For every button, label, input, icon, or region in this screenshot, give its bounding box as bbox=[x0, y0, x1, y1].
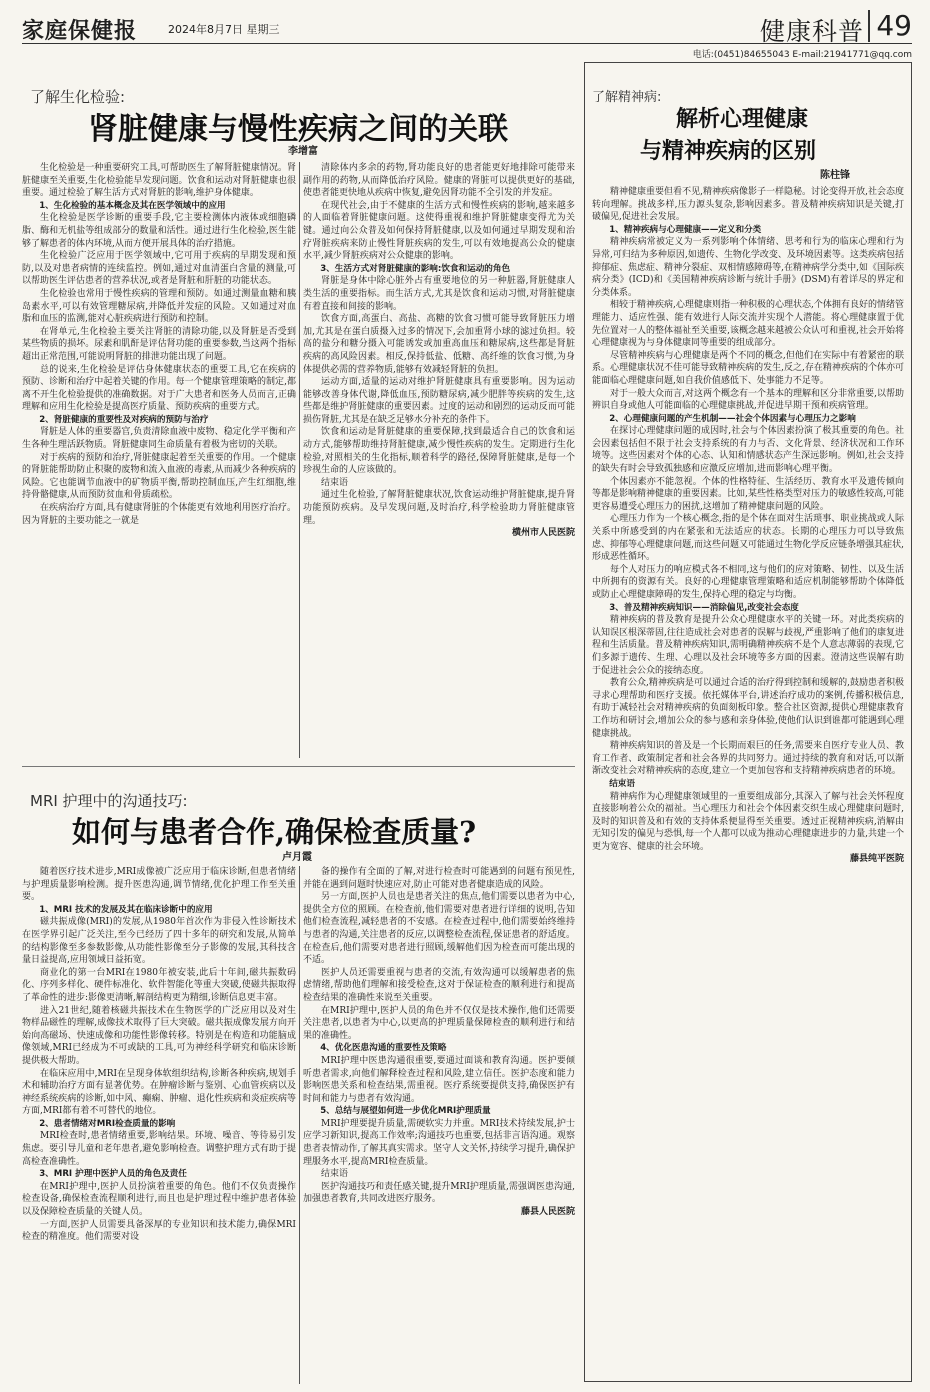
section-heading: 4、优化医患沟通的重要性及策略 bbox=[320, 1043, 447, 1054]
paragraph: 在MRI护理中,医护人员的角色并不仅仅是技术操作,他们还需要关注患者,以患者为中心,以更高的护理质量保障检查的顺利进行和结果的准确性。 bbox=[303, 1005, 575, 1041]
hospital-credit: 藤县人民医院 bbox=[520, 1207, 575, 1218]
section-heading: 1、MRI 技术的发展及其在临床诊断中的应用 bbox=[39, 904, 213, 915]
paragraph: MRI护理要提升质量,需硬软实力并重。MRI技术持续发展,护士应学习新知识,提高工作效率;沟通技巧也重要,包括非言语沟通。观察患者表情动作,了解其真实需求。坚守人文关怀,持续学习提升,确保护理服务水平,提高MRI检查质量。 bbox=[303, 1118, 575, 1167]
article1-author: 李增富 bbox=[288, 146, 318, 157]
paragraph: 个体因素亦不能忽视。个体的性格特征、生活经历、教育水平及遗传倾向等都是影响精神健康的重要因素。比如,某些性格类型对压力的敏感性较高,可能更容易遭受心理压力的困扰,这增加了精神健康问题的风险。 bbox=[592, 476, 904, 512]
article1-title: 肾脏健康与慢性疾病之间的关联 bbox=[88, 112, 508, 147]
contact-info: 电话:(0451)84655043 E-mail:21941771@qq.com bbox=[692, 50, 912, 60]
paragraph: 精神健康重要但看不见,精神疾病像影子一样隐秘。讨论变得开放,社会态度转向理解。挑战多样,压力源头复杂,影响因素多。普及精神疾病知识是关键,打破偏见,促进社会发展。 bbox=[592, 187, 904, 223]
section-heading: 1、精神疾病与心理健康——定义和分类 bbox=[609, 224, 762, 235]
section-name: 健康科普 bbox=[759, 17, 864, 46]
article-separator bbox=[22, 766, 575, 767]
paragraph: 在临床应用中,MRI在呈现身体软组织结构,诊断各种疾病,规划手术和辅助治疗方面有显著优势。在肿瘤诊断与鉴别、心血管疾病以及神经系统疾病的诊断,如中风、癫痫、肿瘤、退化性疾病和炎症疾病等方面,MRI都有着不可替代的地位。 bbox=[22, 1068, 296, 1117]
paragraph: 磁共振成像(MRI)的发展,从1980年首次作为非侵入性诊断技术在医学界引起广泛关注,至今已经历了四十多年的研究和发展,从简单的结构影像至多参数影像,从功能性影像至分子影像的发展,其科技含量日益提高,应用领域日益拓宽。 bbox=[22, 917, 296, 966]
paragraph: 医护人员还需要重视与患者的交流,有效沟通可以缓解患者的焦虑情绪,帮助他们理解和接受检查,这对于保证检查的顺利进行和提高检查结果的准确性来说至关重要。 bbox=[303, 967, 575, 1003]
paper-name: 家庭保健报 bbox=[22, 18, 138, 44]
article1-column-2 bbox=[303, 162, 575, 758]
section-heading: 2、心理健康问题的产生机制——社会个体因素与心理压力之影响 bbox=[609, 413, 856, 424]
paragraph: 清除体内多余的药物,肾功能良好的患者能更好地排除可能带来副作用的药物,从而降低治疗风险。健康的肾脏可以提供更好的基础,使患者能更快地从疾病中恢复,避免因肾功能不全引发的并发症。 bbox=[303, 163, 575, 199]
paragraph: 精神疾病知识的普及是一个长期而艰巨的任务,需要来自医疗专业人员、教育工作者、政策制定者和社会各界的共同努力。通过持续的教育和对话,可以渐渐改变社会对精神疾病的态度,建立一个更加包容和支持精神疾病患者的环境。 bbox=[592, 741, 904, 777]
paragraph: 每个人对压力的响应模式各不相同,这与他们的应对策略、韧性、以及生活中所拥有的资源有关。良好的心理健康管理策略和适应机制能够帮助个体降低或防止心理健康障碍的发生,保持心理的稳定与均衡。 bbox=[592, 564, 904, 600]
article3-body bbox=[592, 186, 904, 1378]
paragraph: 对于疾病的预防和治疗,肾脏健康起着至关重要的作用。一个健康的肾脏能帮助防止积聚的废物和流入血液的毒素,从而减少各种疾病的风险。它也能调节血液中的矿物质平衡,帮助控制血压,产生红细胞,维持骨骼健康,从而预防贫血和骨质疏松。 bbox=[22, 452, 296, 501]
paragraph: 在探讨心理健康问题的成因时,社会与个体因素扮演了极其重要的角色。社会因素包括但不限于社会支持系统的有力与否、文化背景、经济状况和工作环境等。这些因素对个体的心态、认知和情感状态产生深远影响。例如,社会支持的缺失有时会导致孤独感和应激反应增加,进而影响心理平衡。 bbox=[592, 426, 904, 475]
column-divider bbox=[299, 866, 300, 1384]
article2-column-1 bbox=[22, 866, 296, 1384]
article3-kicker: 了解精神病: bbox=[592, 90, 662, 105]
article3-title-line-1: 解析心理健康 bbox=[676, 106, 809, 132]
article1-kicker: 了解生化检验: bbox=[30, 88, 126, 106]
paragraph: 备的操作有全面的了解,对进行检查时可能遇到的问题有预见性,并能在遇到问题时快速应对,防止可能对患者健康造成的风险。 bbox=[303, 867, 575, 890]
paragraph: 总的说来,生化检验是评估身体健康状态的重要工具,它在疾病的预防、诊断和治疗中起着关键的作用。每一个健康管理策略的制定,都离不开生化检验提供的准确数据。对于广大患者和医务人员而言,正确理解和应用生化检验是提高医疗质量、预防疾病的重要方式。 bbox=[22, 364, 296, 413]
page-number: 49 bbox=[868, 10, 912, 42]
section-heading: 结束语 bbox=[609, 778, 635, 789]
paragraph: 在肾单元,生化检验主要关注肾脏的清除功能,以及肾脏是否受到某些物质的损坏。尿素和肌酐是评估肾功能的重要参数,当这两个指标超出正常范围,可能说明肾脏的排泄功能出现了问题。 bbox=[22, 326, 296, 362]
article2-column-2 bbox=[303, 866, 575, 1384]
masthead bbox=[22, 10, 912, 44]
paragraph: 商业化的第一台MRI在1980年被安装,此后十年间,磁共振数码化、序列多样化、硬件标准化、软件智能化等重大突破,使磁共振取得了革命性的进步:影像更清晰,解剖结构更为精细,诊断信息更丰富。 bbox=[22, 967, 296, 1003]
article3-title-line-2: 与精神疾病的区别 bbox=[640, 138, 817, 164]
paragraph: 进入21世纪,随着核磁共振技术在生物医学的广泛应用以及对生物样品磁性的理解,成像技术取得了巨大突破。磁共振成像发展方向开始向高磁场、快速成像和功能性影像转移。特别是在构造和功能脑成像领域,MRI已经成为不可或缺的工具,可为神经科学研究和临床诊断提供极大帮助。 bbox=[22, 1005, 296, 1066]
paragraph: 通过生化检验,了解肾脏健康状况,饮食运动维护肾脏健康,提升肾功能预防疾病。及早发现问题,及时治疗,科学检验助力肾脏健康管理。 bbox=[303, 490, 575, 526]
paragraph: 相较于精神疾病,心理健康则指一种积极的心理状态,个体拥有良好的情绪管理能力、适应性强、能有效进行人际交流并实现个人潜能。将心理健康置于优先位置对一人的整体福祉至关重要,该概念越来越被公众认可和重视,社会开始将心理健康视为与身体健康同等重要的组成部分。 bbox=[592, 300, 904, 349]
paragraph: 医护沟通技巧和责任感关键,提升MRI护理质量,需强调医患沟通,加强患者教育,共同改进医疗服务。 bbox=[303, 1181, 575, 1205]
section-heading: 3、生活方式对肾脏健康的影响:饮食和运动的角色 bbox=[320, 263, 511, 274]
paragraph: 生化检验也常用于慢性疾病的管理和预防。如通过测量血糖和胰岛素水平,可以有效管理糖尿病,并降低并发症的风险。又如通过对血脂和血压的监测,能对心脏疾病进行预防和控制。 bbox=[22, 288, 296, 325]
hospital-credit: 横州市人民医院 bbox=[511, 528, 575, 539]
paragraph: MRI检查时,患者情绪重要,影响结果。环境、噪音、等待易引发焦虑。要引导儿童和老年患者,避免影响检查。调整护理方式有助于提高检查准确性。 bbox=[22, 1131, 296, 1167]
paragraph: 运动方面,适量的运动对维护肾脏健康具有重要影响。因为运动能够改善身体代谢,降低血压,预防糖尿病,减少肥胖等疾病的发生,这些都是维护肾脏健康的重要因素。过度的运动和剧烈的运动反而可能损伤肾脏,尤其是在缺乏足够水分补充的条件下。 bbox=[303, 377, 575, 425]
paragraph: 肾脏是人体的重要器官,负责清除血液中废物、稳定化学平衡和产生各种生理活跃物质。肾脏健康同生命质量有着极为密切的关联。 bbox=[22, 427, 296, 451]
paragraph: 心理压力作为一个核心概念,指的是个体在面对生活琐事、职业挑战或人际关系中所感受到的内在紧张和无法适应的状态。长期的心理压力可以导致焦虑、抑郁等心理健康问题,而这些问题又可能通过生物化学反应链条增强其症状,形成恶性循环。 bbox=[592, 514, 904, 563]
paragraph: 教育公众,精神疾病是可以通过合适的治疗得到控制和缓解的,鼓励患者积极寻求心理帮助和医疗支援。依托媒体平台,讲述治疗成功的案例,传播积极信息,有助于减轻社会对精神疾病的负面刻板印象。整合社区资源,提供心理健康教育工作坊和研讨会,增加公众的参与感和亲身体验,使他们认识到谁都可能遇到心理健康挑战。 bbox=[592, 678, 904, 739]
section-heading: 2、患者情绪对MRI检查质量的影响 bbox=[39, 1118, 176, 1129]
paragraph: 结束语 bbox=[321, 477, 349, 488]
hospital-credit: 藤县纯平医院 bbox=[849, 854, 904, 865]
paragraph: 精神疾病常被定义为一系列影响个体情绪、思考和行为的临床心理和行为异常,可归结为多种原因,如遗传、生物化学改变、及环境因素等。这类疾病包括抑郁症、焦虑症、精神分裂症、双相情感障碍等,在精神病学分类中,如《国际疾病分类》(ICD)和《美国精神疾病诊断与统计手册》(DSM)有着详尽的界定和分类体系。 bbox=[592, 237, 904, 298]
paragraph: 另一方面,医护人员也是患者关注的焦点,他们需要以患者为中心,提供全方位的照顾。在检查前,他们需要对患者进行详细的说明,告知他们检查流程,减轻患者的不安感。在检查过程中,他们需要始终维持与患者的沟通,关注患者的反应,以调整检查流程,保证患者的舒适度。在检查后,他们需要对患者进行照顾,缓解他们因为检查而可能出现的不适。 bbox=[303, 892, 575, 966]
paragraph: 肾脏是身体中除心脏外占有重要地位的另一种脏器,肾脏健康人类生活的重要指标。而生活方式,尤其是饮食和运动习惯,对肾脏健康有着直接和间接的影响。 bbox=[303, 276, 575, 312]
paragraph: 生化检验是一种重要研究工具,可帮助医生了解肾脏健康情况。肾脏健康至关重要,生化检验能早发现问题。饮食和运动对肾脏健康也很重要。通过检验了解生活方式对肾脏的影响,维护身体健康。 bbox=[22, 163, 296, 199]
paragraph: 一方面,医护人员需要具备深厚的专业知识和技术能力,确保MRI检查的精准度。他们需要对设 bbox=[22, 1219, 296, 1243]
article2-author: 卢月霞 bbox=[282, 852, 312, 863]
article3-author: 陈柱锋 bbox=[820, 170, 850, 181]
paragraph: 结束语 bbox=[321, 1169, 349, 1180]
paragraph: 精神病作为心理健康领域里的一重要组成部分,其深入了解与社会关怀程度直接影响着公众的福祉。当心理压力和社会个体因素交织生成心理健康问题时,及时的知识普及和有效的支持体系便显得至关重要。透过正视精神疾病,消解由无知引发的偏见与恐惧,每一个人都可以成为推动心理健康进步的力量,共建一个更为宽容、健康的社会环境。 bbox=[592, 791, 904, 852]
paragraph: 饮食方面,高蛋白、高盐、高糖的饮食习惯可能导致肾脏压力增加,尤其是在蛋白质摄入过多的情况下,会加重肾小球的滤过负担。较高的盐分和糖分摄入可能诱发或加重高血压和糖尿病,这些都是肾脏疾病的高风险因素。相反,保持低盐、低糖、高纤维的饮食习惯,为身体提供必需的营养物质,能够有效减轻肾脏的负担。 bbox=[303, 314, 575, 375]
section-heading: 3、普及精神疾病知识——消除偏见,改变社会态度 bbox=[609, 602, 799, 613]
section-heading: 3、MRI 护理中医护人员的角色及责任 bbox=[39, 1169, 187, 1180]
paragraph: 尽管精神疾病与心理健康是两个不同的概念,但他们在实际中有着紧密的联系。心理健康状况不佳可能导致精神疾病的发生,反之,存在精神疾病的个体亦可能面临心理健康问题,如自我价值感低下、处事能力不足等。 bbox=[592, 350, 904, 386]
paragraph: 生化检验广泛应用于医学领域中,它可用于疾病的早期发现和预防,以及对患者病情的连续监控。例如,通过对血清蛋白含量的测量,可以帮助医生评估患者的营养状况,或者是肾脏和肝脏的功能状态。 bbox=[22, 251, 296, 287]
article2-title: 如何与患者合作,确保检查质量? bbox=[72, 815, 477, 849]
paragraph: 对于一般大众而言,对这两个概念有一个基本的理解和区分非常重要,以帮助辨识自身或他人可能面临的心理健康挑战,并促进早期干预和疾病管理。 bbox=[592, 388, 904, 412]
paragraph: 饮食和运动是肾脏健康的重要保障,找到最适合自己的饮食和运动方式,能够帮助维持肾脏健康,减少慢性疾病的发生。定期进行生化检验,对照相关的生化指标,顺着科学的路径,保障肾脏健康,是每一个珍视生命的人应该做的。 bbox=[303, 427, 575, 476]
paragraph: 精神疾病的普及教育是提升公众心理健康水平的关键一环。对此类疾病的认知误区根深蒂固,往往造成社会对患者的误解与歧视,严重影响了他们的康复进程和生活质量。普及精神疾病知识,需明确精神疾病不是个人意志薄弱的表现,它们多源于遗传、生理、心理以及社会环境等多方面的因素。澄清这些误解有助于促进社会公众的接纳态度。 bbox=[592, 615, 904, 676]
paragraph: 随着医疗技术进步,MRI成像被广泛应用于临床诊断,但患者情绪与护理质量影响检测。提升医患沟通,调节情绪,优化护理工作至关重要。 bbox=[22, 867, 296, 903]
section-heading: 1、生化检验的基本概念及其在医学领域中的应用 bbox=[39, 200, 226, 211]
paragraph: 在现代社会,由于不健康的生活方式和慢性疾病的影响,越来越多的人面临着肾脏健康问题。这使得重视和维护肾脏健康变得尤为关键。通过向公众普及如何保持肾脏健康,以及如何通过早期发现和治疗肾脏疾病来防止慢性肾脏疾病的发生,可以有效地提高公众的健康水平,减少肾脏疾病对公众健康的影响。 bbox=[303, 200, 575, 262]
column-divider bbox=[299, 162, 300, 758]
paragraph: MRI护理中医患沟通很重要,要通过面谈和教育沟通。医护要倾听患者需求,向他们解释检查过程和风险,建立信任。医护态度和能力影响医患关系和检查结果,需重视。医疗系统要提供支持,确保医护有时间和能力与患者有效沟通。 bbox=[303, 1055, 575, 1104]
section-heading: 5、总结与展望如何进一步优化MRI护理质量 bbox=[320, 1106, 491, 1117]
paragraph: 生化检验是医学诊断的重要手段,它主要检测体内液体或细胞磷脂、酶和无机盐等组成部分的数量和活性。通过进行生化检验,医生能够了解患者的体内环境,从而方便开展具体的治疗措施。 bbox=[22, 213, 296, 249]
paragraph: 在MRI护理中,医护人员扮演着重要的角色。他们不仅负责操作检查设备,确保检查流程顺利进行,而且也是护理过程中维护患者体验以及保障检查质量的关键人员。 bbox=[22, 1181, 296, 1218]
issue-date: 2024年8月7日 星期三 bbox=[168, 23, 280, 36]
paragraph: 在疾病治疗方面,具有健康肾脏的个体能更有效地利用医疗治疗。因为肾脏的主要功能之一就是 bbox=[22, 503, 296, 526]
article2-kicker: MRI 护理中的沟通技巧: bbox=[30, 792, 188, 810]
section-heading: 2、肾脏健康的重要性及对疾病的预防与治疗 bbox=[39, 414, 209, 425]
article1-column-1 bbox=[22, 162, 296, 758]
